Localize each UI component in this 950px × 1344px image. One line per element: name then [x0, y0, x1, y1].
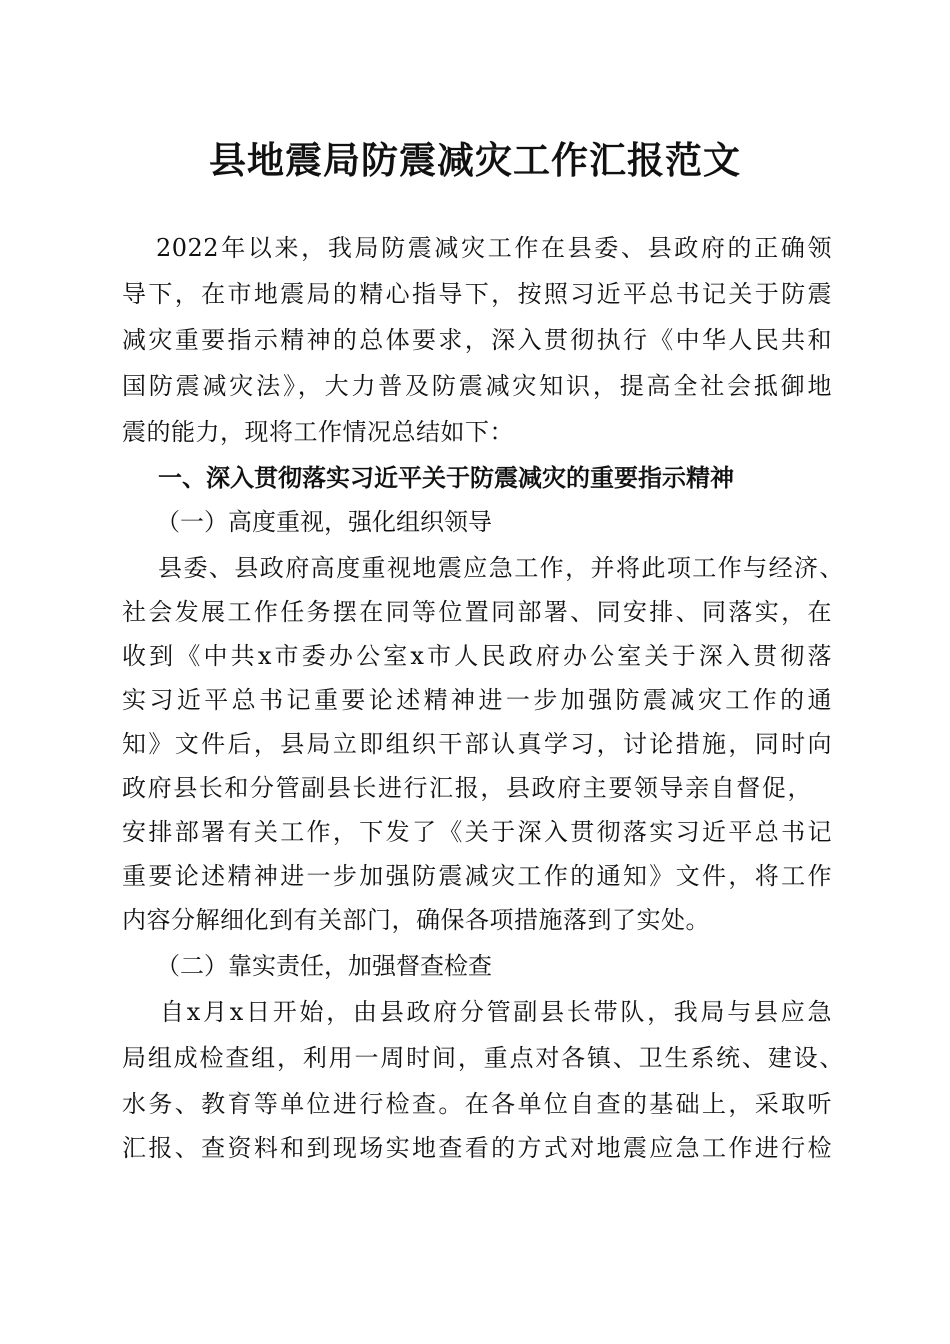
- intro-line: 导下，在市地震局的精心指导下，按照习近平总书记关于防震: [122, 280, 832, 308]
- paragraph-line: 局组成检查组，利用一周时间，重点对各镇、卫生系统、建设、: [122, 1044, 844, 1072]
- paragraph-line: 内容分解细化到有关部门，确保各项措施落到了实处。: [122, 906, 710, 934]
- paragraph-line: 安排部署有关工作，下发了《关于深入贯彻落实习近平总书记: [122, 818, 832, 846]
- intro-line: 减灾重要指示精神的总体要求，深入贯彻执行《中华人民共和: [122, 326, 832, 354]
- paragraph-line: 实习近平总书记重要论述精神进一步加强防震减灾工作的通: [122, 686, 832, 714]
- paragraph-line: 社会发展工作任务摆在同等位置同部署、同安排、同落实，在: [122, 598, 832, 626]
- paragraph-line: 自x月x日开始，由县政府分管副县长带队，我局与县应急: [160, 998, 832, 1026]
- paragraph-line: 汇报、查资料和到现场实地查看的方式对地震应急工作进行检: [122, 1134, 832, 1162]
- paragraph-line: 政府县长和分管副县长进行汇报，县政府主要领导亲自督促，: [122, 774, 812, 802]
- subsection-heading: （一）高度重视，强化组织领导: [156, 508, 492, 536]
- paragraph-line: 水务、教育等单位进行检查。在各单位自查的基础上，采取听: [122, 1090, 832, 1118]
- intro-line: 2022年以来，我局防震减灾工作在县委、县政府的正确领: [156, 234, 832, 262]
- paragraph-line: 县委、县政府高度重视地震应急工作，并将此项工作与经济、: [158, 554, 844, 582]
- section-heading: 一、深入贯彻落实习近平关于防震减灾的重要指示精神: [158, 464, 734, 492]
- document-title: 县地震局防震减灾工作汇报范文: [209, 138, 741, 182]
- subsection-heading: （二）靠实责任，加强督查检查: [156, 952, 492, 980]
- intro-line: 国防震减灾法》，大力普及防震减灾知识，提高全社会抵御地: [122, 372, 832, 400]
- paragraph-line: 收到《中共x市委办公室x市人民政府办公室关于深入贯彻落: [122, 642, 832, 670]
- paragraph-line: 重要论述精神进一步加强防震减灾工作的通知》文件，将工作: [122, 862, 832, 890]
- intro-line: 震的能力，现将工作情况总结如下：: [122, 418, 514, 446]
- paragraph-line: 知》文件后，县局立即组织干部认真学习，讨论措施，同时向: [122, 730, 832, 758]
